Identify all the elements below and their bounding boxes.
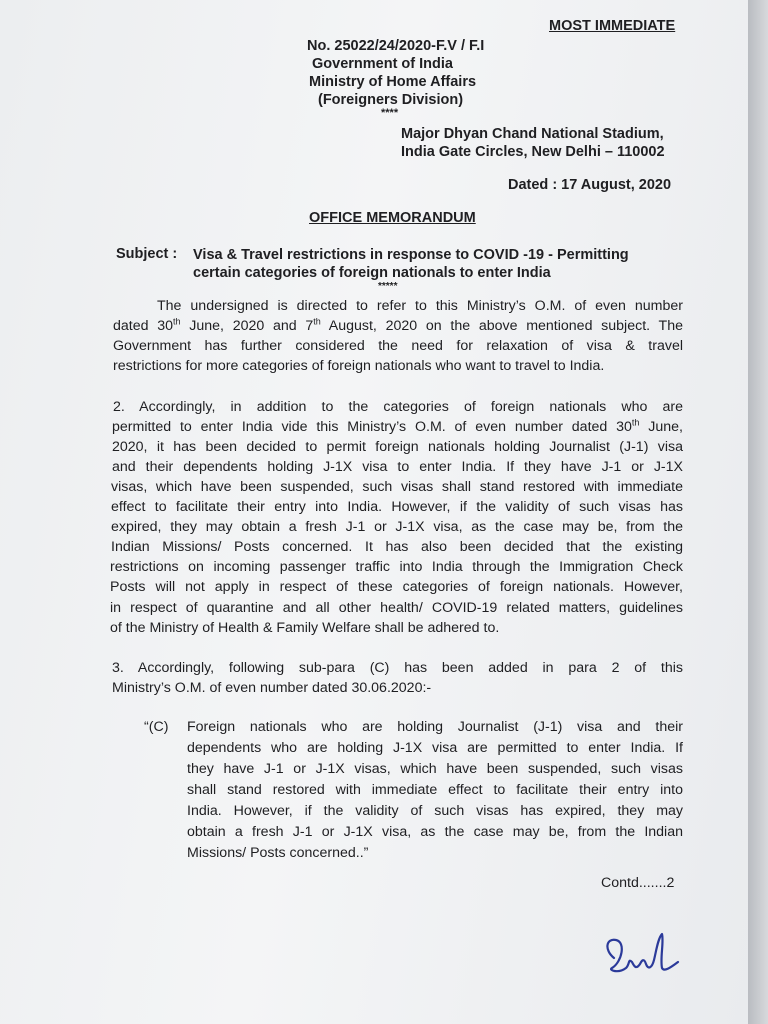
para2-line: of the Ministry of Health & Family Welfare shall be adhered to. [110,620,500,636]
para1-line: restrictions for more categories of foreign nationals who want to travel to India. [113,358,605,374]
memo-date: Dated : 17 August, 2020 [508,177,672,193]
quote-line: obtain a fresh J-1 or J-1X visa, as the case may be, from the Indian [187,824,683,840]
file-number: No. 25022/24/2020-F.V / F.I [307,38,485,54]
subject-line-2: certain categories of foreign nationals to enter India [193,265,551,281]
para2-line: expired, they may obtain a fresh J-1 or J-1X visa, as the case may be, from the [111,519,683,535]
para2-line: Posts will not apply in respect of these categories of foreign nationals. However, [110,579,683,595]
para2-line: restrictions on incoming passenger traffic into India through the Immigration Check [110,559,683,575]
para1-line: dated 30th June, 2020 and 7th August, 2020 on the above mentioned subject. The [113,316,683,334]
address-line-2: India Gate Circles, New Delhi – 110002 [401,144,665,160]
government-line: Government of India [312,56,453,72]
continued-marker: Contd.......2 [601,875,675,891]
quote-line: dependents who are holding J-1X visa are permitted to enter India. If [187,740,683,756]
memo-title: OFFICE MEMORANDUM [309,210,476,226]
para2-line: and their dependents holding J-1X visa to enter India. If they have J-1 or J-1X [112,459,683,475]
subject-line-1: Visa & Travel restrictions in response to COVID -19 - Permitting [193,247,629,263]
signature-mark [600,928,690,988]
para2-line: effect to facilitate their entry into India. However, if the validity of such visas has [111,499,683,515]
para2-line: permitted to enter India vide this Ministry’s O.M. of even number dated 30th June, [112,417,683,435]
quote-line: India. However, if the validity of such visas has expired, they may [187,803,683,819]
para2-line: visas, which have been suspended, such visas shall stand restored with immediate [111,479,683,495]
header-stars: **** [381,107,399,119]
para3-line: Ministry’s O.M. of even number dated 30.06.2020:- [112,680,432,696]
quote-line: they have J-1 or J-1X visas, which have been suspended, such visas [187,761,683,777]
para1-line: Government has further considered the need for relaxation of visa & travel [113,338,683,354]
quote-line: Foreign nationals who are holding Journalist (J-1) visa and their [187,719,683,735]
para2-line: in respect of quarantine and all other health/ COVID-19 related matters, guidelines [110,600,683,616]
priority-label: MOST IMMEDIATE [549,18,676,34]
ministry-line: Ministry of Home Affairs [309,74,477,90]
address-line-1: Major Dhyan Chand National Stadium, [401,126,664,142]
para1-line: The undersigned is directed to refer to this Ministry’s O.M. of even number [157,298,683,314]
para2-line: 2020, it has been decided to permit foreign nationals holding Journalist (J-1) visa [112,439,683,455]
division-line: (Foreigners Division) [318,92,464,108]
quote-line: Missions/ Posts concerned..” [187,845,369,861]
quote-line: shall stand restored with immediate effect to facilitate their entry into [187,782,683,798]
subject-stars: ***** [378,281,398,292]
subject-label: Subject : [116,246,178,262]
page-edge [748,0,768,1024]
quote-label: “(C) [144,719,169,735]
para2-line: 2. Accordingly, in addition to the categories of foreign nationals who are [113,399,683,415]
para2-line: Indian Missions/ Posts concerned. It has also been decided that the existing [111,539,683,555]
para3-line: 3. Accordingly, following sub-para (C) has been added in para 2 of this [112,660,683,676]
